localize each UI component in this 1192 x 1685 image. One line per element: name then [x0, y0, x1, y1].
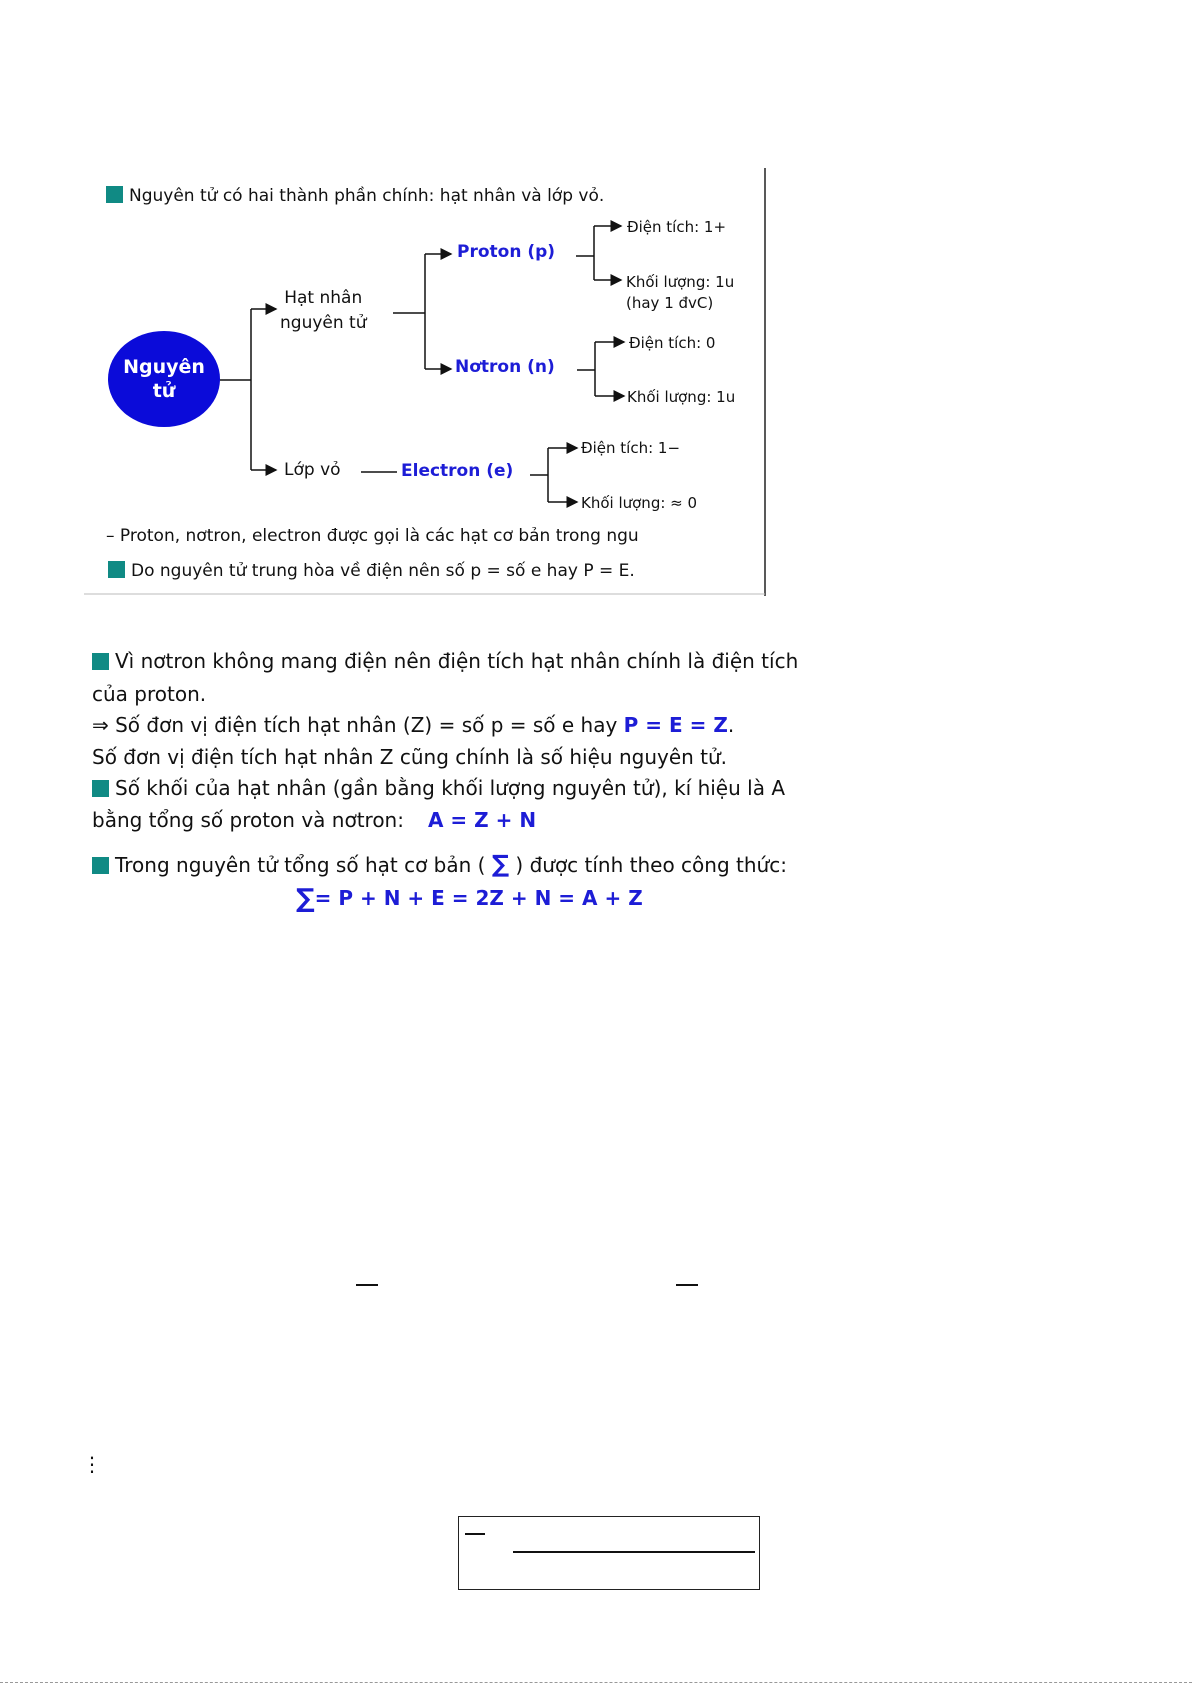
neutron-node: Nơtron (n) [455, 357, 555, 377]
pez-formula: P = E = Z [623, 713, 728, 737]
paragraph-1a: Vì nơtron không mang điện nên điện tích hạt nhân chính là điện tích [92, 649, 798, 673]
mass-number-formula: A = Z + N [427, 808, 537, 832]
neutron-charge: Điện tích: 0 [629, 334, 716, 352]
proton-mass: Khối lượng: 1u [626, 273, 735, 291]
basic-particles-note: – Proton, nơtron, electron được gọi là các hạt cơ bản trong ngu [106, 526, 639, 546]
overline-mark [676, 1284, 698, 1286]
vertical-ellipsis: ⋮ [82, 1452, 102, 1476]
paragraph-3: Số đơn vị điện tích hạt nhân Z cũng chính là số hiệu nguyên tử. [92, 745, 728, 769]
electron-charge: Điện tích: 1− [581, 439, 681, 457]
neutral-atom-line: Do nguyên tử trung hòa về điện nên số p = số e hay P = E. [108, 561, 635, 581]
nucleus-node: Hạt nhân nguyên tử [280, 288, 367, 333]
electron-node: Electron (e) [401, 461, 514, 481]
paragraph-4b: bằng tổng số proton và nơtron: A = Z + N [92, 808, 537, 832]
intro-line: Nguyên tử có hai thành phần chính: hạt nhân và lớp vỏ. [106, 186, 604, 206]
neutron-mass: Khối lượng: 1u [627, 388, 736, 406]
proton-mass-note: (hay 1 đvC) [626, 294, 714, 312]
overline-mark [356, 1284, 378, 1286]
paragraph-1b: của proton. [92, 682, 207, 706]
teal-square-icon [92, 780, 109, 797]
teal-square-icon [92, 653, 109, 670]
teal-square-icon [106, 186, 123, 203]
sigma-symbol: ∑ [296, 884, 315, 914]
paragraph-2: ⇒ Số đơn vị điện tích hạt nhân (Z) = số p = số e hay P = E = Z. [92, 713, 735, 737]
teal-square-icon [92, 857, 109, 874]
paragraph-5: Trong nguyên tử tổng số hạt cơ bản ( ∑ ) được tính theo công thức: [92, 850, 787, 878]
shell-node: Lớp vỏ [284, 460, 341, 480]
sigma-symbol: ∑ [491, 850, 510, 878]
proton-node: Proton (p) [457, 242, 556, 262]
long-rule [513, 1551, 755, 1553]
empty-framed-box [458, 1516, 760, 1590]
atom-node: Nguyên tử [108, 331, 220, 427]
paragraph-4a: Số khối của hạt nhân (gần bằng khối lượng nguyên tử), kí hiệu là A [92, 776, 785, 800]
total-particles-formula: ∑= P + N + E = 2Z + N = A + Z [296, 884, 643, 914]
electron-mass: Khối lượng: ≈ 0 [581, 494, 698, 512]
teal-square-icon [108, 561, 125, 578]
short-dash [465, 1533, 485, 1535]
proton-charge: Điện tích: 1+ [627, 218, 727, 236]
